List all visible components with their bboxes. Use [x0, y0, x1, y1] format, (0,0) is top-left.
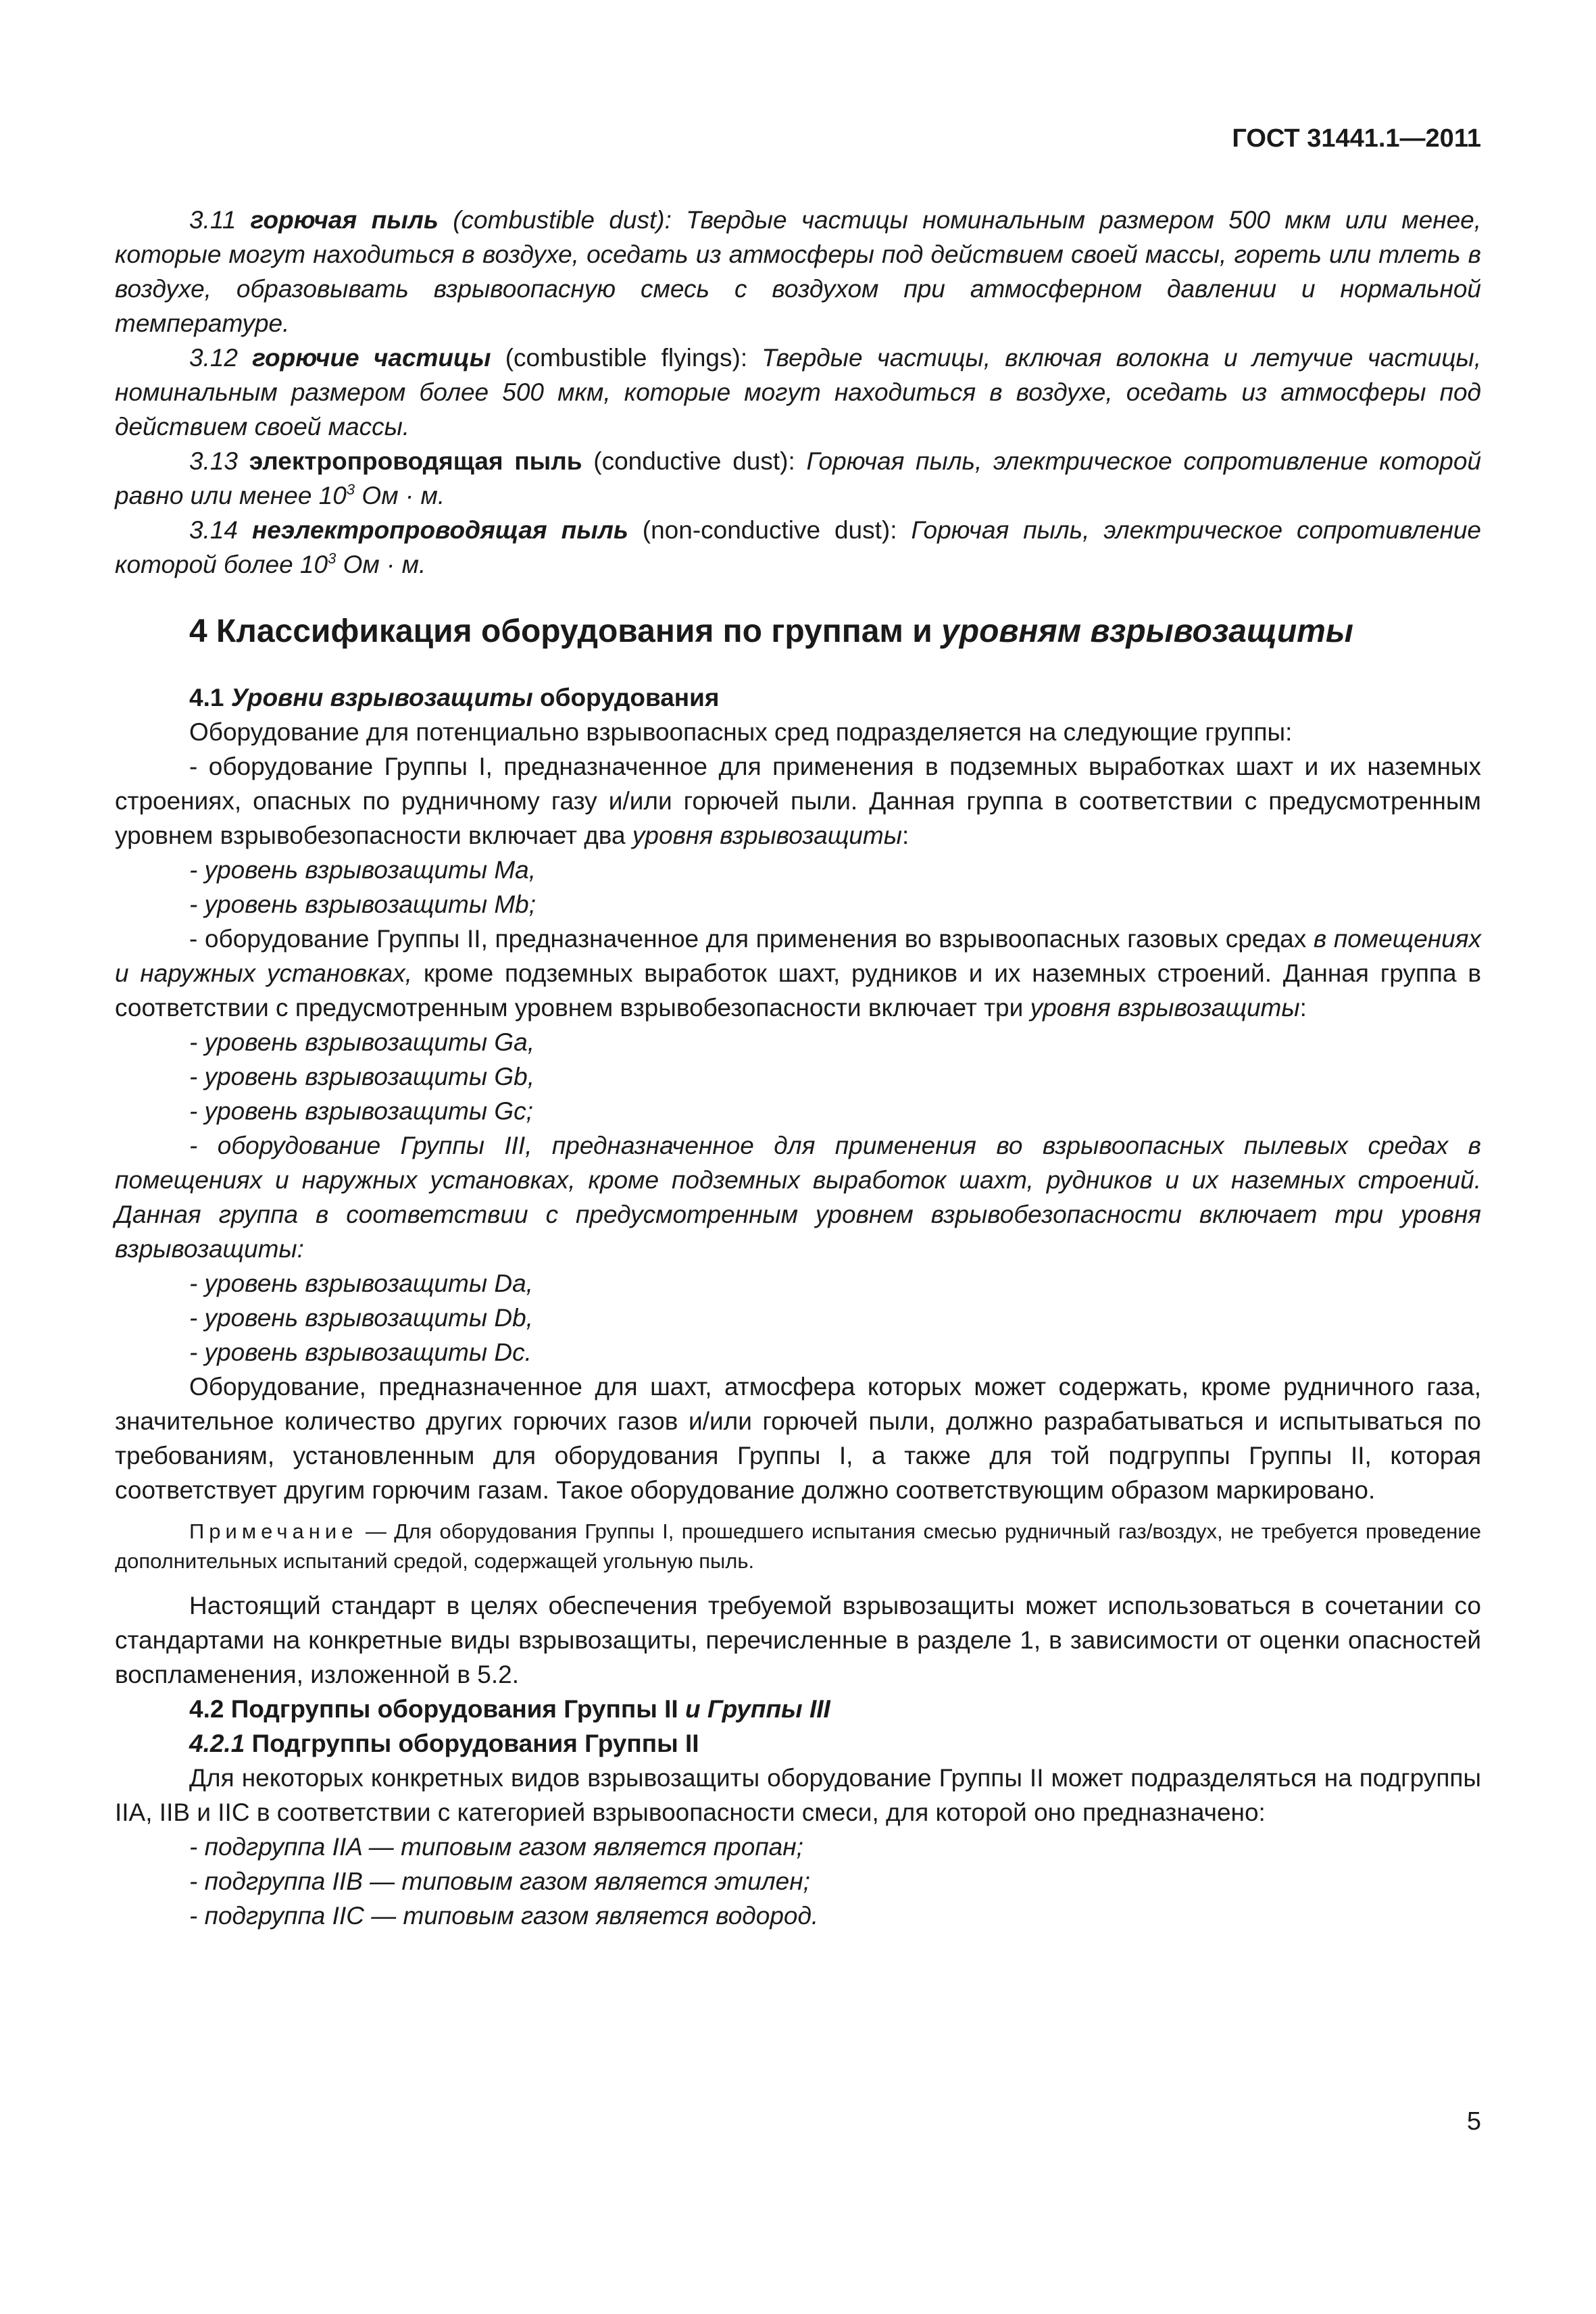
term: электропроводящая пыль: [249, 447, 582, 475]
groups-intro: Оборудование для потенциально взрывоопасных сред подразделяется на следующие группы:: [189, 718, 1293, 746]
group-2-description: - оборудование Группы II, предназначенное для применения во взрывоопасных газовых средах в помещениях и наружных установках, кроме подземных выработок шахт, рудников и их наземных строений. Данная группа в соответствии с предусмотренным уровнем взрывобезопасности включает три уровня взрывозащиты:: [115, 925, 1481, 1022]
subsection-4-2-1-heading: 4.2.1 Подгруппы оборудования Группы II: [189, 1730, 699, 1757]
list-item: - уровень взрывозащиты Dc.: [189, 1338, 532, 1366]
list-item: - уровень взрывозащиты Gb,: [189, 1063, 534, 1090]
subsection-4-2-heading: 4.2 Подгруппы оборудования Группы II и Группы III: [189, 1695, 830, 1723]
group-3-description: - оборудование Группы III, предназначенное для применения во взрывоопасных пылевых средах в помещениях и наружных установках, кроме подземных выработок шахт, рудников и их наземных строений. Данная группа в соответствии с предусмотренным уровнем взрывобезопасности включает три уровня взрывозащиты:: [115, 1132, 1481, 1263]
list-item: - подгруппа IIA — типовым газом является пропан;: [189, 1833, 803, 1861]
term: горючие частицы: [252, 344, 491, 372]
list-item: - уровень взрывозащиты Gc;: [189, 1097, 533, 1125]
list-item: - уровень взрывозащиты Mb;: [189, 890, 537, 918]
page-number: 5: [1466, 2107, 1481, 2136]
list-item: - уровень взрывозащиты Ma,: [189, 856, 537, 884]
note: Примечание — Для оборудования Группы I, прошедшего испытания смесью рудничный газ/воздух, не требуется проведение дополнительных испытаний средой, содержащей угольную пыль.: [115, 1519, 1481, 1573]
term: горючая пыль: [250, 206, 439, 234]
subsection-4-1-heading: 4.1 Уровни взрывозащиты оборудования: [189, 684, 720, 711]
term: неэлектропроводящая пыль: [251, 516, 628, 544]
subgroups-paragraph: Для некоторых конкретных видов взрывозащиты оборудование Группы II может подразделяться на подгруппы IIA, IIB и IIC в соответствии с категорией взрывоопасности смеси, для которой оно предназначено:: [115, 1764, 1481, 1826]
list-item: - уровень взрывозащиты Ga,: [189, 1028, 534, 1056]
list-item: - уровень взрывозащиты Db,: [189, 1304, 533, 1332]
document-body: [115, 203, 1481, 1933]
section-4-heading: 4 Классификация оборудования по группам и уровням взрывозащиты: [189, 613, 1353, 649]
list-item: - уровень взрывозащиты Da,: [189, 1269, 533, 1297]
group-1-description: - оборудование Группы I, предназначенное для применения в подземных выработках шахт и их наземных строениях, опасных по рудничному газу и/или горючей пыли. Данная группа в соответствии с предусмотренным уровнем взрывобезопасности включает два уровня взрывозащиты:: [115, 753, 1481, 849]
standard-paragraph: Настоящий стандарт в целях обеспечения требуемой взрывозащиты может использоваться в сочетании со стандартами на конкретные виды взрывозащиты, перечисленные в разделе 1, в зависимости от оценки опасностей воспламенения, изложенной в 5.2.: [115, 1592, 1481, 1688]
definition-3-14: 3.14 неэлектропроводящая пыль (non-conductive dust): Горючая пыль, электрическое сопротивление которой более $10^3$ Ом · м.: [115, 516, 1482, 578]
definition-3-12: 3.12 горючие частицы (combustible flyings): Твердые частицы, включая волокна и летучие частицы, номинальным размером более 500 мкм, которые могут находиться в воздухе, оседать из атмосферы под действием своей массы.: [115, 344, 1481, 441]
note-label: Примечание: [189, 1519, 358, 1543]
mines-paragraph: Оборудование, предназначенное для шахт, атмосфера которых может содержать, кроме рудничного газа, значительное количество других горючих газов и/или горючей пыли, должно разрабатываться и испытываться по требованиям, установленным для оборудования Группы I, а также для той подгруппы Группы II, которая соответствует другим горючим газам. Такое оборудование должно соответствующим образом маркировано.: [115, 1373, 1481, 1504]
list-item: - подгруппа IIC — типовым газом является водород.: [189, 1902, 819, 1930]
definition-3-13: 3.13 электропроводящая пыль (conductive dust): Горючая пыль, электрическое сопротивление которой равно или менее $10^3$ Ом · м.: [115, 447, 1482, 509]
list-item: - подгруппа IIB — типовым газом является этилен;: [189, 1867, 810, 1895]
document-code: ГОСТ 31441.1—2011: [1232, 124, 1481, 153]
definition-3-11: 3.11 горючая пыль (combustible dust): Твердые частицы номинальным размером 500 мкм или менее, которые могут находиться в воздухе, оседать из атмосферы под действием своей массы, гореть или тлеть в воздухе, образовывать взрывоопасную смесь с воздухом при атмосферном давлении и нормальной температуре.: [115, 206, 1482, 337]
